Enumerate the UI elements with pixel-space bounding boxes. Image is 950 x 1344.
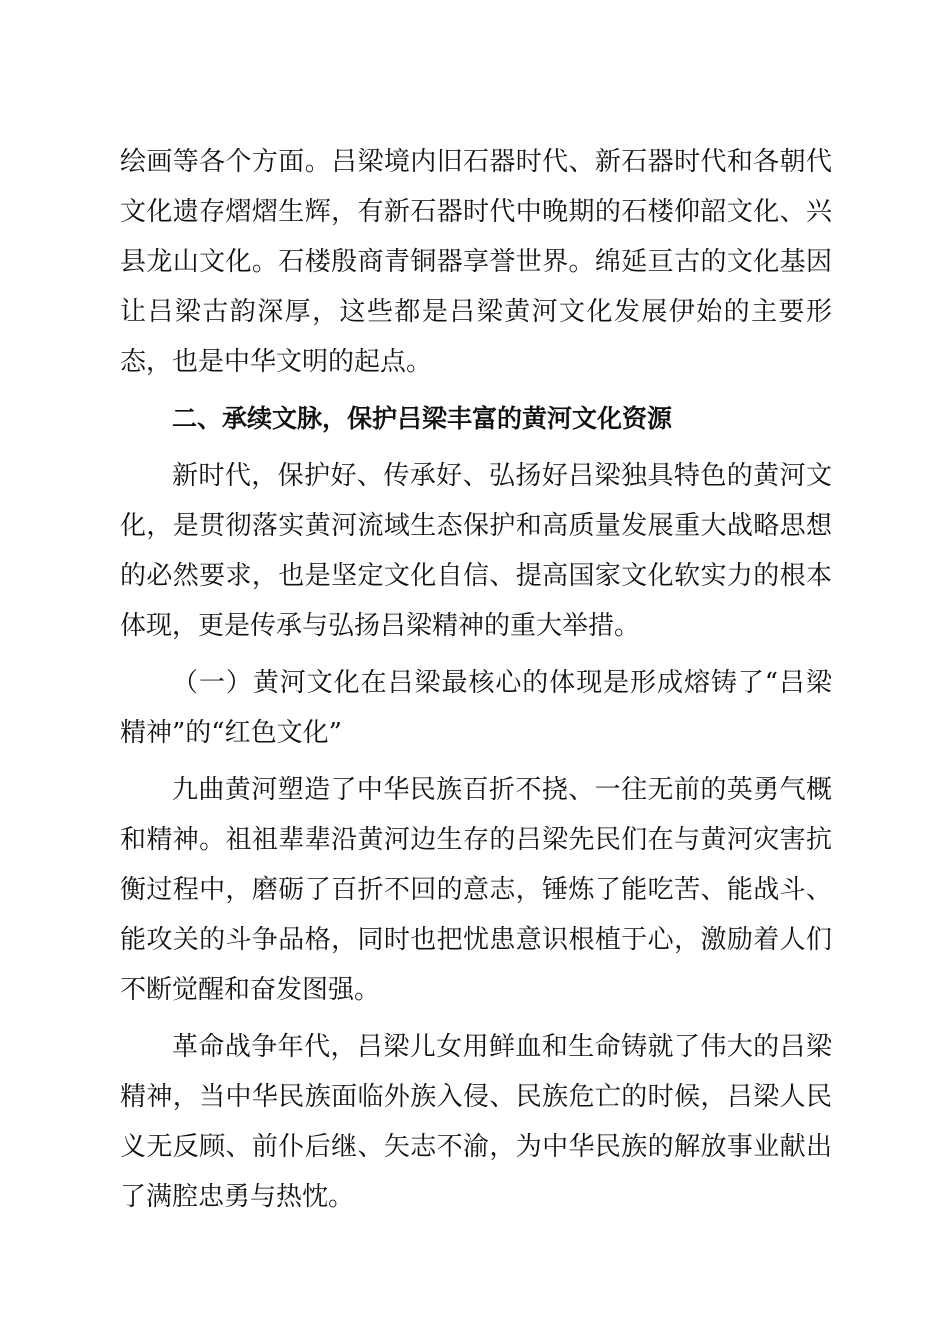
paragraph-revolutionary-war: 革命战争年代，吕梁儿女用鲜血和生命铸就了伟大的吕梁精神，当中华民族面临外族入侵、民族危亡的时候，吕梁人民义无反顾、前仆后继、矢志不渝，为中华民族的解放事业献出了满腔忠勇与热忱。 [120, 1032, 832, 1212]
document-body [120, 137, 832, 1222]
paragraph-continued: 绘画等各个方面。吕梁境内旧石器时代、新石器时代和各朝代文化遗存熠熠生辉，有新石器时代中晚期的石楼仰韶文化、兴县龙山文化。石楼殷商青铜器享誉世界。绵延亘古的文化基因让吕梁古韵深厚，这些都是吕梁黄河文化发展伊始的主要形态，也是中华文明的起点。 [120, 147, 832, 377]
paragraph-yellow-river-spirit: 九曲黄河塑造了中华民族百折不挠、一往无前的英勇气概和精神。祖祖辈辈沿黄河边生存的吕梁先民们在与黄河灾害抗衡过程中，磨砺了百折不回的意志，锤炼了能吃苦、能战斗、能攻关的斗争品格，同时也把忧患意识根植于心，激励着人们不断觉醒和奋发图强。 [120, 775, 832, 1005]
paragraph-new-era: 新时代，保护好、传承好、弘扬好吕梁独具特色的黄河文化，是贯彻落实黄河流域生态保护和高质量发展重大战略思想的必然要求，也是坚定文化自信、提高国家文化软实力的根本体现，更是传承与弘扬吕梁精神的重大举措。 [120, 461, 832, 641]
subheading-one: （一）黄河文化在吕梁最核心的体现是形成熔铸了“吕梁精神”的“红色文化” [120, 668, 832, 748]
section-heading: 二、承续文脉，保护吕梁丰富的黄河文化资源 [172, 404, 673, 433]
